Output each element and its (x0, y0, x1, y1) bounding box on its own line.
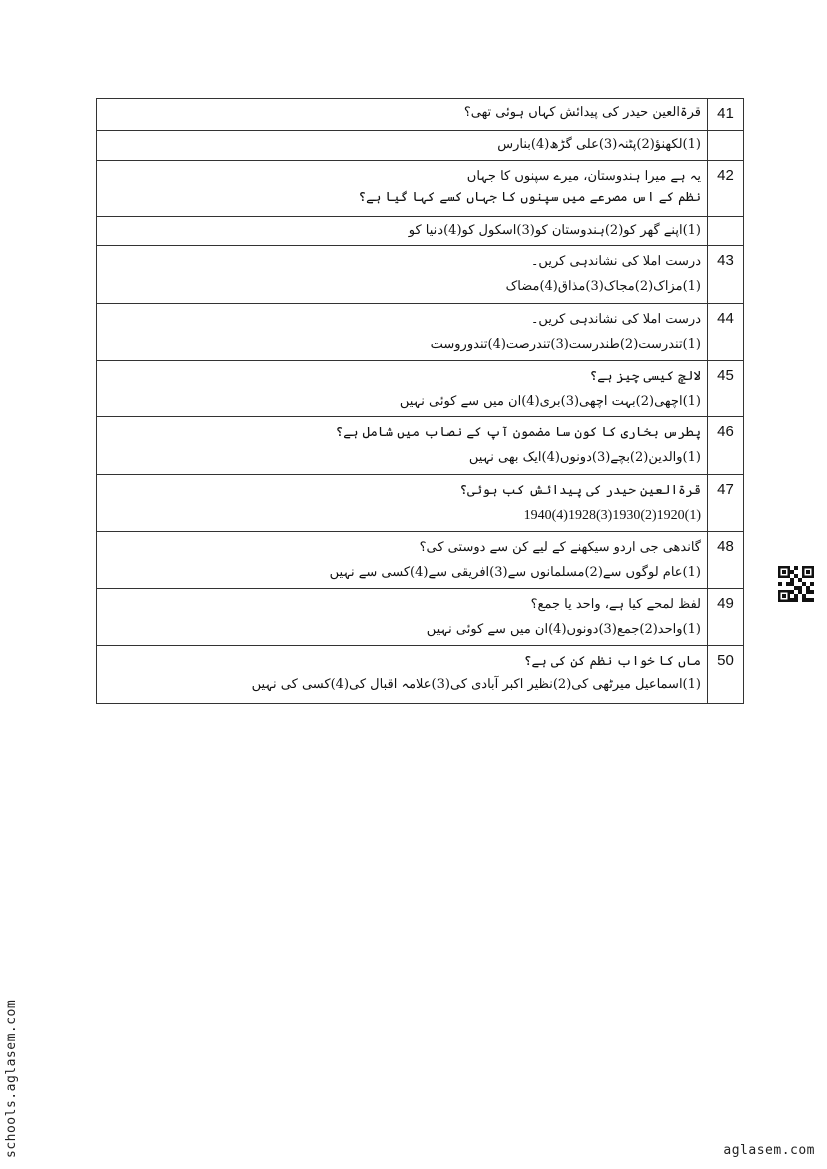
question-cell (97, 99, 708, 131)
options-text: (1)عام لوگوں سے(2)مسلمانوں سے(3)افریقی سے(4)کسی سے نہیں (329, 565, 701, 580)
options-cell (97, 217, 708, 246)
options-text: (1)لکھنؤ(2)پٹنہ(3)علی گڑھ(4)بنارس (497, 137, 701, 152)
options-text: (1)واحد(2)جمع(3)دونوں(4)ان میں سے کوئی نہیں (426, 622, 701, 637)
question-cell (97, 589, 708, 646)
empty-number-cell (708, 217, 744, 246)
question-number: 44 (708, 304, 744, 361)
question-row (97, 304, 744, 361)
question-text: لفظ لمحے کیا ہے، واحد یا جمع؟ (530, 597, 701, 612)
question-table (96, 98, 744, 704)
question-number: 41 (708, 99, 744, 131)
question-text: لالچ کیسی چیز ہے؟ (589, 369, 701, 384)
watermark-right: aglasem.com (723, 1143, 815, 1158)
watermark-left: schools.aglasem.com (4, 999, 19, 1158)
question-cell (97, 532, 708, 589)
question-number: 43 (708, 246, 744, 304)
question-text: یہ ہے میرا ہندوستان، میرے سپنوں کا جہاں (466, 169, 701, 184)
options-text: (1)اسماعیل میرٹھی کی(2)نظیر اکبر آبادی کی(3)علامہ اقبال کی(4)کسی کی نہیں (251, 677, 701, 692)
question-cell (97, 417, 708, 475)
question-text: گاندھی جی اردو سیکھنے کے لیے کن سے دوستی کی؟ (419, 540, 701, 555)
question-row (97, 246, 744, 304)
question-row (97, 99, 744, 131)
question-number: 49 (708, 589, 744, 646)
question-number: 45 (708, 361, 744, 417)
question-text: پطرس بخاری کا کون سا مضمون آپ کے نصاب میں شامل ہے؟ (335, 425, 701, 440)
question-cell (97, 304, 708, 361)
question-number: 50 (708, 646, 744, 704)
options-text: (1)اچھی(2)بہت اچھی(3)بری(4)ان میں سے کوئی نہیں (399, 394, 701, 409)
question-row (97, 475, 744, 532)
question-number: 47 (708, 475, 744, 532)
question-text: نظم کے اس مصرعے میں سپنوں کا جہاں کسے کہا گیا ہے؟ (358, 190, 701, 205)
options-text: (1)تندرست(2)طندرست(3)تندرصت(4)تندوروست (430, 337, 701, 352)
options-cell (97, 131, 708, 161)
question-row (97, 161, 744, 217)
question-cell (97, 161, 708, 217)
question-cell (97, 361, 708, 417)
question-row (97, 361, 744, 417)
options-row (97, 131, 744, 161)
question-number: 48 (708, 532, 744, 589)
question-cell (97, 246, 708, 304)
question-row (97, 646, 744, 704)
question-number: 42 (708, 161, 744, 217)
options-text: (1)مزاک(2)مجاک(3)مذاق(4)مضاک (505, 279, 701, 294)
empty-number-cell (708, 131, 744, 161)
question-cell (97, 475, 708, 532)
options-text: (1)اپنے گھر کو(2)ہندوستان کو(3)اسکول کو(4)دنیا کو (408, 223, 701, 238)
question-text: ماں کا خواب نظم کن کی ہے؟ (523, 654, 701, 669)
question-text: درست املا کی نشاندہی کریں۔ (530, 254, 701, 269)
question-row (97, 417, 744, 475)
question-text: قرۃالعین حیدر کی پیدائش کہاں ہوئی تھی؟ (463, 105, 701, 120)
question-text: قرۃالعین حیدر کی پیدائش کب ہوئی؟ (459, 483, 701, 498)
options-row (97, 217, 744, 246)
options-text: (1)1920(2)1930(3)1928(4)1940 (523, 508, 701, 523)
question-row (97, 532, 744, 589)
question-row (97, 589, 744, 646)
qr-code-icon (778, 566, 814, 602)
question-number: 46 (708, 417, 744, 475)
question-text: درست املا کی نشاندہی کریں۔ (530, 312, 701, 327)
options-text: (1)والدین(2)بچے(3)دونوں(4)ایک بھی نہیں (468, 450, 701, 465)
question-cell (97, 646, 708, 704)
